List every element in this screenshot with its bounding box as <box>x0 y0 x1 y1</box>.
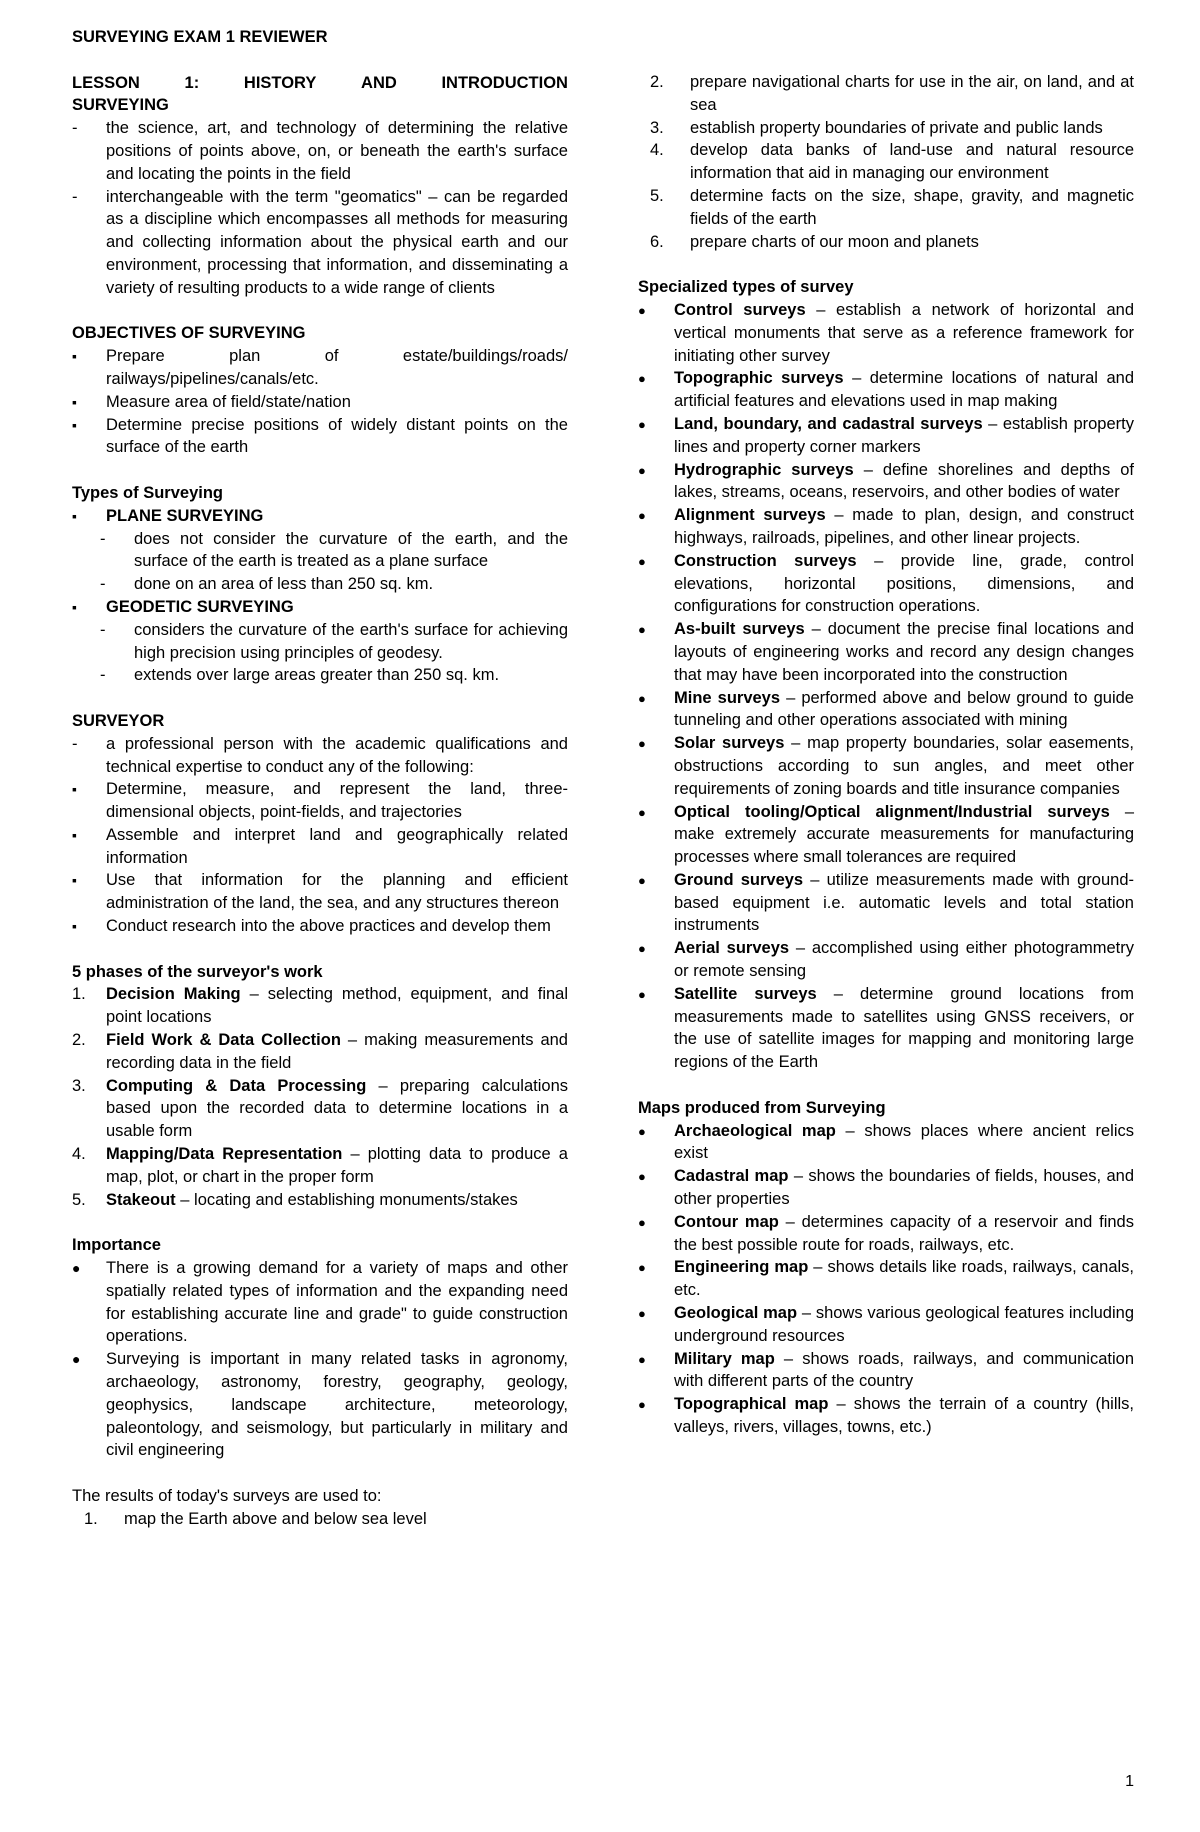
list-item <box>638 185 1134 231</box>
dash-marker: - <box>72 734 78 753</box>
survey-term: Control surveys <box>674 300 806 319</box>
bullet: ● <box>638 1123 646 1139</box>
bullet: ● <box>638 508 646 524</box>
survey-term: Topographic surveys <box>674 369 844 388</box>
spacer <box>72 1211 568 1234</box>
survey-term: Construction surveys <box>674 551 857 570</box>
list-item <box>72 117 568 185</box>
list-item <box>72 345 568 391</box>
list-item <box>72 573 568 596</box>
list-item <box>638 983 1134 1074</box>
dash-marker: - <box>100 575 106 594</box>
bullet: ● <box>638 622 646 638</box>
importance-list <box>72 1257 568 1462</box>
list-item <box>638 732 1134 800</box>
survey-term: Alignment surveys <box>674 506 826 525</box>
survey-description: – determine locations of natural and artificial features and elevations used in map making <box>674 369 1134 411</box>
survey-description: – accomplished using either photogrammetry or remote sensing <box>674 939 1134 981</box>
list-item <box>638 937 1134 983</box>
list-item <box>72 186 568 300</box>
phases-list <box>72 983 568 1211</box>
geodetic-surveying-list <box>72 619 568 687</box>
bullet: ● <box>638 1169 646 1185</box>
list-number: 6. <box>650 232 664 251</box>
square-bullet: ▪ <box>72 598 77 615</box>
phase-term: Stakeout <box>106 1190 176 1209</box>
square-bullet: ▪ <box>72 416 77 433</box>
list-item <box>72 664 568 687</box>
phase-description: – plotting data to produce a map, plot, or chart in the proper form <box>106 1145 568 1186</box>
survey-term: Ground surveys <box>674 870 804 889</box>
results-intro: The results of today's surveys are used to: <box>72 1487 382 1505</box>
list-item <box>72 1348 568 1462</box>
square-bullet: ▪ <box>72 393 77 410</box>
list-item <box>72 619 568 665</box>
lesson-word: AND <box>361 73 397 92</box>
bullet: ● <box>638 1397 646 1413</box>
list-number: 4. <box>72 1145 86 1164</box>
list-item <box>72 1075 568 1143</box>
dash-marker: - <box>72 119 78 138</box>
list-item-text: PLANE SURVEYING <box>106 506 264 525</box>
specialized-heading: Specialized types of survey <box>638 278 854 297</box>
bullet: ● <box>638 302 646 318</box>
spacer <box>72 687 568 710</box>
list-item-text: extends over large areas greater than 250 sq. km. <box>134 666 500 685</box>
list-item-text: Prepare plan of estate/buildings/roads/ railways/pipelines/canals/etc. <box>106 347 568 388</box>
list-item <box>72 869 568 915</box>
dash-marker: - <box>72 187 78 206</box>
survey-description: – document the precise final locations and layouts of engineering works and record any design changes that may have been incorporated into the construction <box>674 620 1134 684</box>
survey-description: – made to plan, design, and construct highways, railroads, pipelines, and other linear projects. <box>674 506 1134 547</box>
spacer <box>638 1074 1134 1097</box>
list-item <box>638 459 1134 505</box>
surveyor-heading: SURVEYOR <box>72 711 165 730</box>
map-term: Contour map <box>674 1212 779 1231</box>
list-item <box>638 504 1134 550</box>
survey-description: – performed above and below ground to guide tunneling and other operations associated with mining <box>674 688 1134 730</box>
list-item <box>638 231 1134 254</box>
list-item <box>72 1508 568 1531</box>
plane-surveying-list <box>72 528 568 596</box>
list-number: 1. <box>84 1509 98 1528</box>
survey-description: – provide line, grade, control elevations, horizontal positions, dimensions, and configurations for construction operations. <box>674 551 1135 616</box>
list-item-text: interchangeable with the term "geomatics" – can be regarded as a discipline which encompasses all methods for measuring and collecting information about the physical earth and our environment, processing that information, and disseminating a variety of resulting products to a wide range of clients <box>106 187 568 297</box>
map-description: – determines capacity of a reservoir and finds the best possible route for roads, railways, etc. <box>674 1212 1134 1254</box>
bullet: ● <box>638 804 646 820</box>
geodetic-surveying-heading <box>72 596 568 619</box>
list-number: 4. <box>650 141 664 160</box>
map-description: – shows various geological features including underground resources <box>674 1304 1134 1345</box>
map-term: Military map <box>674 1349 775 1368</box>
spacer <box>72 49 568 72</box>
survey-description: – determine ground locations from measurements made to satellites using GNSS receivers, or the use of satellite images for mapping and monitoring large regions of the Earth <box>674 984 1135 1072</box>
square-bullet: ▪ <box>72 348 77 365</box>
survey-description: – utilize measurements made with ground-based equipment i.e. automatic levels and total station instruments <box>674 870 1134 935</box>
survey-term: As-built surveys <box>674 620 805 639</box>
list-item <box>72 528 568 574</box>
survey-term: Hydrographic surveys <box>674 460 854 479</box>
list-item <box>638 869 1134 937</box>
importance-heading: Importance <box>72 1236 161 1255</box>
survey-description: – establish a network of horizontal and vertical monuments that serve as a reference framework for initiating other survey <box>674 300 1135 365</box>
phase-term: Decision Making <box>106 985 241 1004</box>
square-bullet: ▪ <box>72 781 77 798</box>
phase-term: Field Work & Data Collection <box>106 1031 341 1050</box>
list-item-text: establish property boundaries of private and public lands <box>690 118 1103 137</box>
bullet: ● <box>638 1351 646 1367</box>
list-item <box>72 414 568 460</box>
phase-term: Computing & Data Processing <box>106 1076 367 1095</box>
survey-term: Solar surveys <box>674 734 785 753</box>
list-item <box>72 778 568 824</box>
list-item-text: Determine, measure, and represent the land, three-dimensional objects, point-fields, and trajectories <box>106 780 568 822</box>
square-bullet: ▪ <box>72 918 77 935</box>
list-item-text: Conduct research into the above practices and develop them <box>106 917 551 936</box>
list-item-text: Assemble and interpret land and geographically related information <box>106 825 568 867</box>
dash-marker: - <box>100 620 106 639</box>
list-item-text: Use that information for the planning and efficient administration of the land, the sea, and any structures thereon <box>106 871 568 913</box>
square-bullet: ▪ <box>72 826 77 843</box>
list-item-text: prepare navigational charts for use in the air, on land, and at sea <box>690 73 1134 114</box>
list-item <box>638 1348 1134 1394</box>
maps-heading: Maps produced from Surveying <box>638 1098 886 1117</box>
list-item <box>638 801 1134 869</box>
list-item <box>638 139 1134 185</box>
list-item <box>638 1256 1134 1302</box>
survey-description: – establish property lines and property corner markers <box>674 414 1134 456</box>
survey-description: – make extremely accurate measurements for manufacturing processes where small tolerances are required <box>674 802 1135 867</box>
page-number: 1 <box>1125 1773 1134 1790</box>
map-description: – shows the terrain of a country (hills, valleys, rivers, villages, towns, etc.) <box>674 1395 1134 1437</box>
lesson-word: 1: <box>184 73 200 92</box>
list-item <box>638 71 1134 117</box>
phase-term: Mapping/Data Representation <box>106 1145 343 1164</box>
square-bullet: ▪ <box>72 507 77 524</box>
results-list-left <box>72 1508 568 1531</box>
map-description: – shows roads, railways, and communication with different parts of the country <box>674 1349 1134 1391</box>
left-column <box>72 26 568 1531</box>
bullet: ● <box>638 986 646 1002</box>
map-description: – shows places where ancient relics exist <box>674 1121 1134 1163</box>
bullet: ● <box>638 872 646 888</box>
phase-description: – selecting method, equipment, and final point locations <box>106 985 569 1027</box>
list-item-text: map the Earth above and below sea level <box>124 1509 427 1528</box>
list-number: 5. <box>72 1190 86 1209</box>
spacer <box>72 938 568 961</box>
map-term: Engineering map <box>674 1258 809 1277</box>
survey-term: Aerial surveys <box>674 939 790 958</box>
map-term: Geological map <box>674 1304 798 1323</box>
dash-marker: - <box>100 529 106 548</box>
bullet: ● <box>638 462 646 478</box>
list-number: 2. <box>72 1031 86 1050</box>
lesson-heading <box>72 72 568 95</box>
types-heading: Types of Surveying <box>72 483 223 502</box>
map-description: – shows the boundaries of fields, houses, and other properties <box>674 1167 1134 1209</box>
list-item-text: develop data banks of land-use and natural resource information that aid in managing our environment <box>690 141 1134 183</box>
objectives-list <box>72 345 568 459</box>
list-item <box>72 1143 568 1189</box>
spacer <box>638 253 1134 276</box>
surveying-heading: SURVEYING <box>72 96 169 115</box>
list-number: 2. <box>650 73 664 91</box>
map-term: Topographical map <box>674 1395 829 1414</box>
lesson-word: INTRODUCTION <box>441 73 568 92</box>
list-item <box>638 1120 1134 1166</box>
list-item-text: does not consider the curvature of the earth, and the surface of the earth is treated as a plane surface <box>134 529 568 571</box>
spacer <box>72 1462 568 1485</box>
list-item-text: Determine precise positions of widely distant points on the surface of the earth <box>106 415 568 457</box>
map-term: Cadastral map <box>674 1167 789 1186</box>
list-item <box>638 618 1134 686</box>
bullet: ● <box>638 416 646 432</box>
survey-term: Mine surveys <box>674 688 781 707</box>
list-item <box>638 550 1134 618</box>
phases-heading: 5 phases of the surveyor's work <box>72 962 323 981</box>
list-item-text: done on an area of less than 250 sq. km. <box>134 575 434 594</box>
spacer <box>72 459 568 482</box>
list-item <box>72 983 568 1029</box>
document-title: SURVEYING EXAM 1 REVIEWER <box>72 28 328 46</box>
phase-description: – making measurements and recording data in the field <box>106 1031 568 1072</box>
survey-description: – define shorelines and depths of lakes, streams, oceans, reservoirs, and other bodies of water <box>674 460 1135 502</box>
list-item-text: considers the curvature of the earth's surface for achieving high precision using principles of geodesy. <box>134 620 568 662</box>
map-description: – shows details like roads, railways, canals, etc. <box>674 1258 1134 1300</box>
list-item-text: GEODETIC SURVEYING <box>106 597 294 616</box>
phase-description: – locating and establishing monuments/stakes <box>175 1190 518 1209</box>
list-number: 5. <box>650 186 664 205</box>
list-item-text: the science, art, and technology of determining the relative positions of points above, on, or beneath the earth's surface and locating the points in the field <box>106 119 568 183</box>
list-item <box>638 1165 1134 1211</box>
survey-term: Satellite surveys <box>674 984 817 1003</box>
list-item <box>638 1393 1134 1439</box>
list-item-text: a professional person with the academic qualifications and technical expertise to conduct any of the following: <box>106 734 568 776</box>
lesson-word: HISTORY <box>243 73 317 92</box>
maps-list <box>638 1120 1134 1439</box>
lesson-word: LESSON <box>72 73 140 92</box>
bullet: ● <box>638 690 646 706</box>
results-list-right <box>638 71 1134 253</box>
right-column <box>638 71 1134 1439</box>
bullet: ● <box>638 553 646 569</box>
surveying-definitions <box>72 117 568 299</box>
bullet: ● <box>638 736 646 752</box>
surveyor-list <box>72 778 568 938</box>
survey-description: – map property boundaries, solar easements, obstructions according to sun angles, and meet other requirements of zoning boards and title insurance companies <box>674 734 1134 798</box>
list-item <box>638 687 1134 733</box>
survey-term: Land, boundary, and cadastral surveys <box>674 414 983 433</box>
list-item-text: prepare charts of our moon and planets <box>690 232 979 251</box>
list-item <box>638 117 1134 140</box>
list-item-text: Measure area of field/state/nation <box>106 392 351 411</box>
square-bullet: ▪ <box>72 872 77 889</box>
list-item <box>72 824 568 870</box>
list-item-text: Surveying is important in many related tasks in agronomy, archaeology, astronomy, forestry, geography, geology, geophysics, landscape architecture, meteorology, paleontology, and seismology, but particularly in military and civil engineering <box>106 1350 568 1460</box>
bullet: ● <box>72 1260 81 1277</box>
list-item <box>638 367 1134 413</box>
survey-term: Optical tooling/Optical alignment/Industrial surveys <box>674 802 1110 821</box>
bullet: ● <box>72 1351 81 1368</box>
dash-marker: - <box>100 666 106 685</box>
list-item <box>72 1189 568 1212</box>
plane-surveying-heading <box>72 505 568 528</box>
list-item <box>638 1211 1134 1257</box>
specialized-list <box>638 299 1134 1074</box>
bullet: ● <box>638 1306 646 1322</box>
list-item <box>638 413 1134 459</box>
bullet: ● <box>638 1214 646 1230</box>
list-item-text: There is a growing demand for a variety of maps and other spatially related types of information and the expanding need for establishing accurate line and grade" to guide construction operations. <box>106 1259 568 1346</box>
spacer <box>72 300 568 323</box>
list-number: 3. <box>650 118 664 137</box>
bullet: ● <box>638 1260 646 1276</box>
surveyor-definition <box>72 733 568 779</box>
list-item <box>72 391 568 414</box>
list-item <box>72 915 568 938</box>
list-item <box>638 1302 1134 1348</box>
list-number: 3. <box>72 1076 86 1095</box>
list-item <box>72 1029 568 1075</box>
bullet: ● <box>638 941 646 957</box>
phase-description: – preparing calculations based upon the recorded data to determine locations in a usable form <box>106 1076 568 1141</box>
list-item <box>638 299 1134 367</box>
list-item-text: determine facts on the size, shape, gravity, and magnetic fields of the earth <box>690 186 1134 228</box>
objectives-heading: OBJECTIVES OF SURVEYING <box>72 324 306 343</box>
bullet: ● <box>638 371 646 387</box>
list-item <box>72 1257 568 1348</box>
map-term: Archaeological map <box>674 1121 836 1140</box>
list-number: 1. <box>72 985 86 1004</box>
